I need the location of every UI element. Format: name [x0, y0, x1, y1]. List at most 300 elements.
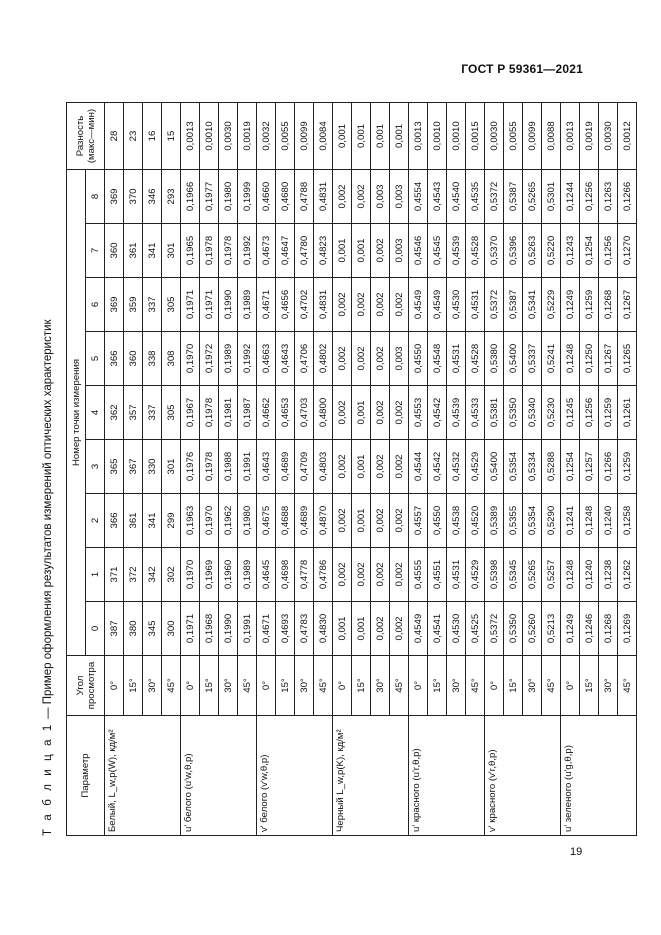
- value-cell: 0,003: [390, 224, 409, 278]
- value-cell: 0,4544: [409, 440, 428, 494]
- value-cell: 0,4673: [257, 224, 276, 278]
- angle-cell: 30°: [295, 656, 314, 716]
- angle-cell: 0°: [181, 656, 200, 716]
- difference-cell: 0,001: [333, 103, 352, 170]
- value-cell: 0,5341: [523, 278, 542, 332]
- value-cell: 0,002: [333, 332, 352, 386]
- value-cell: 0,001: [352, 386, 371, 440]
- value-cell: 0,5340: [523, 386, 542, 440]
- value-cell: 0,1248: [580, 494, 599, 548]
- difference-cell: 0,0030: [485, 103, 504, 170]
- value-cell: 0,1978: [219, 224, 238, 278]
- value-cell: 0,1991: [238, 602, 257, 656]
- value-cell: 0,4709: [295, 440, 314, 494]
- value-cell: 0,5400: [504, 332, 523, 386]
- value-cell: 308: [162, 332, 181, 386]
- value-cell: 0,001: [333, 224, 352, 278]
- value-cell: 0,1240: [599, 494, 618, 548]
- caption-prefix: Т а б л и ц а 1: [42, 722, 54, 836]
- difference-cell: 0,0012: [618, 103, 637, 170]
- header-point-5: 5: [86, 332, 105, 386]
- value-cell: 0,4520: [466, 494, 485, 548]
- difference-cell: 0,0055: [276, 103, 295, 170]
- value-cell: 0,1257: [580, 440, 599, 494]
- value-cell: 0,4555: [409, 548, 428, 602]
- value-cell: 0,4539: [447, 386, 466, 440]
- value-cell: 0,4689: [276, 440, 295, 494]
- value-cell: 0,001: [352, 224, 371, 278]
- angle-cell: 15°: [580, 656, 599, 716]
- value-cell: 0,1241: [561, 494, 580, 548]
- value-cell: 0,1266: [599, 440, 618, 494]
- angle-cell: 30°: [143, 656, 162, 716]
- value-cell: 0,002: [390, 494, 409, 548]
- value-cell: 0,1245: [561, 386, 580, 440]
- table-row: [409, 103, 428, 836]
- value-cell: 0,1249: [561, 602, 580, 656]
- angle-cell: 0°: [333, 656, 352, 716]
- value-cell: 0,5381: [485, 386, 504, 440]
- difference-cell: 0,0013: [561, 103, 580, 170]
- value-cell: 345: [143, 602, 162, 656]
- angle-cell: 0°: [257, 656, 276, 716]
- angle-cell: 0°: [105, 656, 124, 716]
- value-cell: 0,5230: [542, 386, 561, 440]
- difference-cell: 0,0013: [409, 103, 428, 170]
- value-cell: 0,1970: [200, 494, 219, 548]
- table-head: [67, 103, 105, 836]
- value-cell: 0,4551: [428, 548, 447, 602]
- value-cell: 0,4525: [466, 602, 485, 656]
- angle-cell: 15°: [124, 656, 143, 716]
- value-cell: 0,001: [352, 440, 371, 494]
- value-cell: 0,1268: [599, 278, 618, 332]
- value-cell: 0,4706: [295, 332, 314, 386]
- angle-cell: 0°: [485, 656, 504, 716]
- value-cell: 0,5337: [523, 332, 542, 386]
- value-cell: 0,1254: [580, 224, 599, 278]
- value-cell: 361: [124, 224, 143, 278]
- value-cell: 0,5260: [523, 602, 542, 656]
- value-cell: 0,1270: [618, 224, 637, 278]
- value-cell: 362: [105, 386, 124, 440]
- value-cell: 0,4653: [276, 386, 295, 440]
- value-cell: 0,1963: [181, 494, 200, 548]
- value-cell: 0,5213: [542, 602, 561, 656]
- value-cell: 0,1258: [618, 494, 637, 548]
- value-cell: 0,4554: [409, 170, 428, 224]
- measurement-table: [66, 102, 637, 836]
- value-cell: 0,4549: [409, 278, 428, 332]
- difference-cell: 0,0032: [257, 103, 276, 170]
- value-cell: 0,1992: [238, 332, 257, 386]
- value-cell: 359: [124, 278, 143, 332]
- value-cell: 0,4529: [466, 548, 485, 602]
- value-cell: 0,1992: [238, 224, 257, 278]
- value-cell: 0,002: [390, 548, 409, 602]
- value-cell: 0,5288: [542, 440, 561, 494]
- value-cell: 0,1968: [200, 602, 219, 656]
- parameter-label: v' белого (v'w,θ,p): [257, 716, 333, 836]
- parameter-label: u' зеленого (u'g,θ,p): [561, 716, 637, 836]
- value-cell: 0,1960: [219, 548, 238, 602]
- value-cell: 0,1991: [238, 440, 257, 494]
- value-cell: 0,4542: [428, 440, 447, 494]
- value-cell: 0,1990: [219, 278, 238, 332]
- value-cell: 0,4550: [428, 494, 447, 548]
- value-cell: 0,4680: [276, 170, 295, 224]
- value-cell: 367: [124, 440, 143, 494]
- parameter-label: Белый, L_w,p(W), кд/м²: [105, 716, 181, 836]
- value-cell: 0,1254: [561, 440, 580, 494]
- difference-cell: 0,001: [371, 103, 390, 170]
- value-cell: 0,4831: [314, 170, 333, 224]
- value-cell: 0,002: [371, 548, 390, 602]
- parameter-label: Черный L_w,p(K), кд/м²: [333, 716, 409, 836]
- difference-cell: 15: [162, 103, 181, 170]
- angle-cell: 45°: [162, 656, 181, 716]
- angle-cell: 45°: [238, 656, 257, 716]
- value-cell: 0,4531: [447, 332, 466, 386]
- value-cell: 0,1972: [200, 332, 219, 386]
- value-cell: 0,4802: [314, 332, 333, 386]
- value-cell: 0,1243: [561, 224, 580, 278]
- angle-cell: 30°: [523, 656, 542, 716]
- value-cell: 0,4688: [276, 494, 295, 548]
- value-cell: 0,4542: [428, 386, 447, 440]
- table-row: [257, 103, 276, 836]
- value-cell: 0,1970: [181, 332, 200, 386]
- value-cell: 0,4645: [257, 548, 276, 602]
- value-cell: 380: [124, 602, 143, 656]
- value-cell: 0,1268: [599, 602, 618, 656]
- angle-cell: 45°: [618, 656, 637, 716]
- value-cell: 0,4538: [447, 494, 466, 548]
- value-cell: 371: [105, 548, 124, 602]
- value-cell: 0,1970: [181, 548, 200, 602]
- value-cell: 0,5265: [523, 170, 542, 224]
- angle-cell: 0°: [561, 656, 580, 716]
- value-cell: 342: [143, 548, 162, 602]
- difference-cell: 0,0099: [295, 103, 314, 170]
- header-point-6: 6: [86, 278, 105, 332]
- value-cell: 301: [162, 440, 181, 494]
- table-row: [561, 103, 580, 836]
- value-cell: 0,4540: [447, 170, 466, 224]
- value-cell: 357: [124, 386, 143, 440]
- value-cell: 0,002: [390, 602, 409, 656]
- value-cell: 0,1246: [580, 602, 599, 656]
- value-cell: 0,002: [371, 602, 390, 656]
- caption-text: — Пример оформления результатов измерений оптических характеристик: [42, 319, 54, 723]
- angle-cell: 30°: [599, 656, 618, 716]
- value-cell: 0,5290: [542, 494, 561, 548]
- difference-cell: 0,0088: [542, 103, 561, 170]
- value-cell: 0,5265: [523, 548, 542, 602]
- value-cell: 0,4532: [447, 440, 466, 494]
- value-cell: 0,002: [333, 386, 352, 440]
- value-cell: 0,4647: [276, 224, 295, 278]
- value-cell: 0,4545: [428, 224, 447, 278]
- value-cell: 0,4663: [257, 332, 276, 386]
- value-cell: 0,4543: [428, 170, 447, 224]
- angle-cell: 15°: [200, 656, 219, 716]
- difference-cell: 0,0010: [428, 103, 447, 170]
- difference-cell: 0,0055: [504, 103, 523, 170]
- header-point-4: 4: [86, 386, 105, 440]
- value-cell: 0,002: [390, 386, 409, 440]
- value-cell: 0,1269: [618, 602, 637, 656]
- value-cell: 0,4530: [447, 602, 466, 656]
- value-cell: 0,002: [333, 548, 352, 602]
- value-cell: 0,1256: [599, 224, 618, 278]
- header-point-1: 1: [86, 548, 105, 602]
- header-angle: Угол просмотра: [67, 656, 105, 716]
- value-cell: 0,4671: [257, 278, 276, 332]
- value-cell: 366: [105, 494, 124, 548]
- value-cell: 0,002: [371, 224, 390, 278]
- value-cell: 0,4693: [276, 602, 295, 656]
- value-cell: 0,1977: [200, 170, 219, 224]
- value-cell: 0,4531: [447, 548, 466, 602]
- value-cell: 0,4803: [314, 440, 333, 494]
- value-cell: 0,4778: [295, 548, 314, 602]
- value-cell: 337: [143, 386, 162, 440]
- value-cell: 0,1980: [219, 170, 238, 224]
- difference-cell: 0,0030: [219, 103, 238, 170]
- difference-cell: 0,0019: [238, 103, 257, 170]
- value-cell: 0,1259: [599, 386, 618, 440]
- value-cell: 0,5350: [504, 602, 523, 656]
- value-cell: 0,4786: [314, 548, 333, 602]
- value-cell: 0,4662: [257, 386, 276, 440]
- value-cell: 0,1265: [618, 332, 637, 386]
- value-cell: 0,5372: [485, 602, 504, 656]
- angle-cell: 15°: [352, 656, 371, 716]
- value-cell: 0,1259: [580, 278, 599, 332]
- angle-cell: 15°: [276, 656, 295, 716]
- difference-cell: 0,0019: [580, 103, 599, 170]
- value-cell: 0,1967: [181, 386, 200, 440]
- value-cell: 0,4689: [295, 494, 314, 548]
- value-cell: 0,5400: [485, 440, 504, 494]
- header-difference: Разность (макс—мин): [67, 103, 105, 170]
- value-cell: 0,5372: [485, 170, 504, 224]
- difference-cell: 16: [143, 103, 162, 170]
- parameter-label: u' красного (u'r,θ,p): [409, 716, 485, 836]
- value-cell: 0,5354: [504, 440, 523, 494]
- value-cell: 0,4671: [257, 602, 276, 656]
- value-cell: 0,4643: [276, 332, 295, 386]
- value-cell: 366: [105, 332, 124, 386]
- value-cell: 0,1256: [580, 386, 599, 440]
- value-cell: 0,4533: [466, 386, 485, 440]
- value-cell: 0,002: [371, 386, 390, 440]
- value-cell: 369: [105, 170, 124, 224]
- value-cell: 0,5396: [504, 224, 523, 278]
- value-cell: 0,4643: [257, 440, 276, 494]
- value-cell: 0,1267: [599, 332, 618, 386]
- value-cell: 330: [143, 440, 162, 494]
- value-cell: 0,4529: [466, 440, 485, 494]
- value-cell: 0,5398: [485, 548, 504, 602]
- value-cell: 0,4541: [428, 602, 447, 656]
- value-cell: 0,1266: [618, 170, 637, 224]
- value-cell: 0,4557: [409, 494, 428, 548]
- value-cell: 0,1988: [219, 440, 238, 494]
- value-cell: 0,4823: [314, 224, 333, 278]
- value-cell: 302: [162, 548, 181, 602]
- value-cell: 0,4703: [295, 386, 314, 440]
- value-cell: 0,1261: [618, 386, 637, 440]
- difference-cell: 0,0015: [466, 103, 485, 170]
- header-parameter: Параметр: [67, 716, 105, 836]
- value-cell: 0,002: [333, 278, 352, 332]
- value-cell: 0,4788: [295, 170, 314, 224]
- value-cell: 0,1262: [618, 548, 637, 602]
- value-cell: 387: [105, 602, 124, 656]
- value-cell: 0,1240: [580, 548, 599, 602]
- value-cell: 0,5370: [485, 224, 504, 278]
- difference-cell: 0,001: [352, 103, 371, 170]
- value-cell: 0,003: [371, 170, 390, 224]
- value-cell: 0,002: [352, 548, 371, 602]
- value-cell: 0,1989: [238, 548, 257, 602]
- angle-cell: 45°: [314, 656, 333, 716]
- value-cell: 0,1978: [200, 440, 219, 494]
- value-cell: 0,002: [333, 170, 352, 224]
- value-cell: 0,1250: [580, 332, 599, 386]
- difference-cell: 0,0099: [523, 103, 542, 170]
- value-cell: 0,5372: [485, 278, 504, 332]
- value-cell: 0,4539: [447, 224, 466, 278]
- value-cell: 0,002: [333, 440, 352, 494]
- value-cell: 0,5355: [504, 494, 523, 548]
- value-cell: 0,1987: [238, 386, 257, 440]
- value-cell: 299: [162, 494, 181, 548]
- value-cell: 0,4549: [428, 278, 447, 332]
- value-cell: 0,5387: [504, 278, 523, 332]
- difference-cell: 28: [105, 103, 124, 170]
- value-cell: 0,1238: [599, 548, 618, 602]
- difference-cell: 0,0030: [599, 103, 618, 170]
- parameter-label: v' красного (v'r,θ,p): [485, 716, 561, 836]
- value-cell: 300: [162, 602, 181, 656]
- value-cell: 0,4831: [314, 278, 333, 332]
- value-cell: 0,5241: [542, 332, 561, 386]
- value-cell: 0,4528: [466, 332, 485, 386]
- value-cell: 0,001: [333, 602, 352, 656]
- value-cell: 0,002: [371, 440, 390, 494]
- table-row: [485, 103, 504, 836]
- value-cell: 0,4675: [257, 494, 276, 548]
- value-cell: 0,1248: [561, 332, 580, 386]
- value-cell: 0,1981: [219, 386, 238, 440]
- difference-cell: 0,0013: [181, 103, 200, 170]
- value-cell: 0,4702: [295, 278, 314, 332]
- value-cell: 0,1971: [181, 278, 200, 332]
- value-cell: 0,1259: [618, 440, 637, 494]
- difference-cell: 0,0010: [200, 103, 219, 170]
- value-cell: 0,1248: [561, 548, 580, 602]
- angle-cell: 30°: [219, 656, 238, 716]
- header-point-3: 3: [86, 440, 105, 494]
- value-cell: 0,4783: [295, 602, 314, 656]
- value-cell: 0,1976: [181, 440, 200, 494]
- value-cell: 0,4546: [409, 224, 428, 278]
- value-cell: 360: [105, 224, 124, 278]
- header-point-7: 7: [86, 224, 105, 278]
- value-cell: 0,002: [352, 278, 371, 332]
- value-cell: 0,4535: [466, 170, 485, 224]
- value-cell: 0,4553: [409, 386, 428, 440]
- value-cell: 0,4780: [295, 224, 314, 278]
- table-row: [105, 103, 124, 836]
- value-cell: 0,1965: [181, 224, 200, 278]
- value-cell: 0,5229: [542, 278, 561, 332]
- value-cell: 0,5350: [504, 386, 523, 440]
- value-cell: 0,003: [390, 170, 409, 224]
- value-cell: 0,002: [352, 332, 371, 386]
- value-cell: 0,1267: [618, 278, 637, 332]
- value-cell: 361: [124, 494, 143, 548]
- parameter-label: u' белого (u'w,θ,p): [181, 716, 257, 836]
- angle-cell: 45°: [390, 656, 409, 716]
- value-cell: 0,1263: [599, 170, 618, 224]
- value-cell: 0,5257: [542, 548, 561, 602]
- value-cell: 0,5334: [523, 440, 542, 494]
- value-cell: 0,002: [371, 278, 390, 332]
- value-cell: 293: [162, 170, 181, 224]
- header-point-0: 0: [86, 602, 105, 656]
- value-cell: 0,002: [333, 494, 352, 548]
- value-cell: 0,4656: [276, 278, 295, 332]
- value-cell: 0,1969: [200, 548, 219, 602]
- value-cell: 0,1971: [181, 602, 200, 656]
- value-cell: 0,1256: [580, 170, 599, 224]
- value-cell: 0,4870: [314, 494, 333, 548]
- value-cell: 0,002: [390, 278, 409, 332]
- value-cell: 0,4698: [276, 548, 295, 602]
- value-cell: 341: [143, 494, 162, 548]
- page-number: 19: [570, 846, 583, 858]
- value-cell: 0,1971: [200, 278, 219, 332]
- value-cell: 0,5301: [542, 170, 561, 224]
- table-row: [333, 103, 352, 836]
- angle-cell: 45°: [542, 656, 561, 716]
- difference-cell: 0,0084: [314, 103, 333, 170]
- value-cell: 0,1244: [561, 170, 580, 224]
- difference-cell: 0,001: [390, 103, 409, 170]
- value-cell: 0,002: [390, 440, 409, 494]
- value-cell: 0,5389: [485, 494, 504, 548]
- value-cell: 0,1249: [561, 278, 580, 332]
- value-cell: 0,002: [371, 332, 390, 386]
- value-cell: 338: [143, 332, 162, 386]
- angle-cell: 0°: [409, 656, 428, 716]
- value-cell: 0,4528: [466, 224, 485, 278]
- value-cell: 0,4660: [257, 170, 276, 224]
- difference-cell: 0,0010: [447, 103, 466, 170]
- value-cell: 0,1999: [238, 170, 257, 224]
- value-cell: 0,1989: [219, 332, 238, 386]
- table-row: [181, 103, 200, 836]
- value-cell: 0,001: [352, 494, 371, 548]
- value-cell: 0,5345: [504, 548, 523, 602]
- value-cell: 0,002: [371, 494, 390, 548]
- value-cell: 0,003: [390, 332, 409, 386]
- value-cell: 0,4549: [409, 602, 428, 656]
